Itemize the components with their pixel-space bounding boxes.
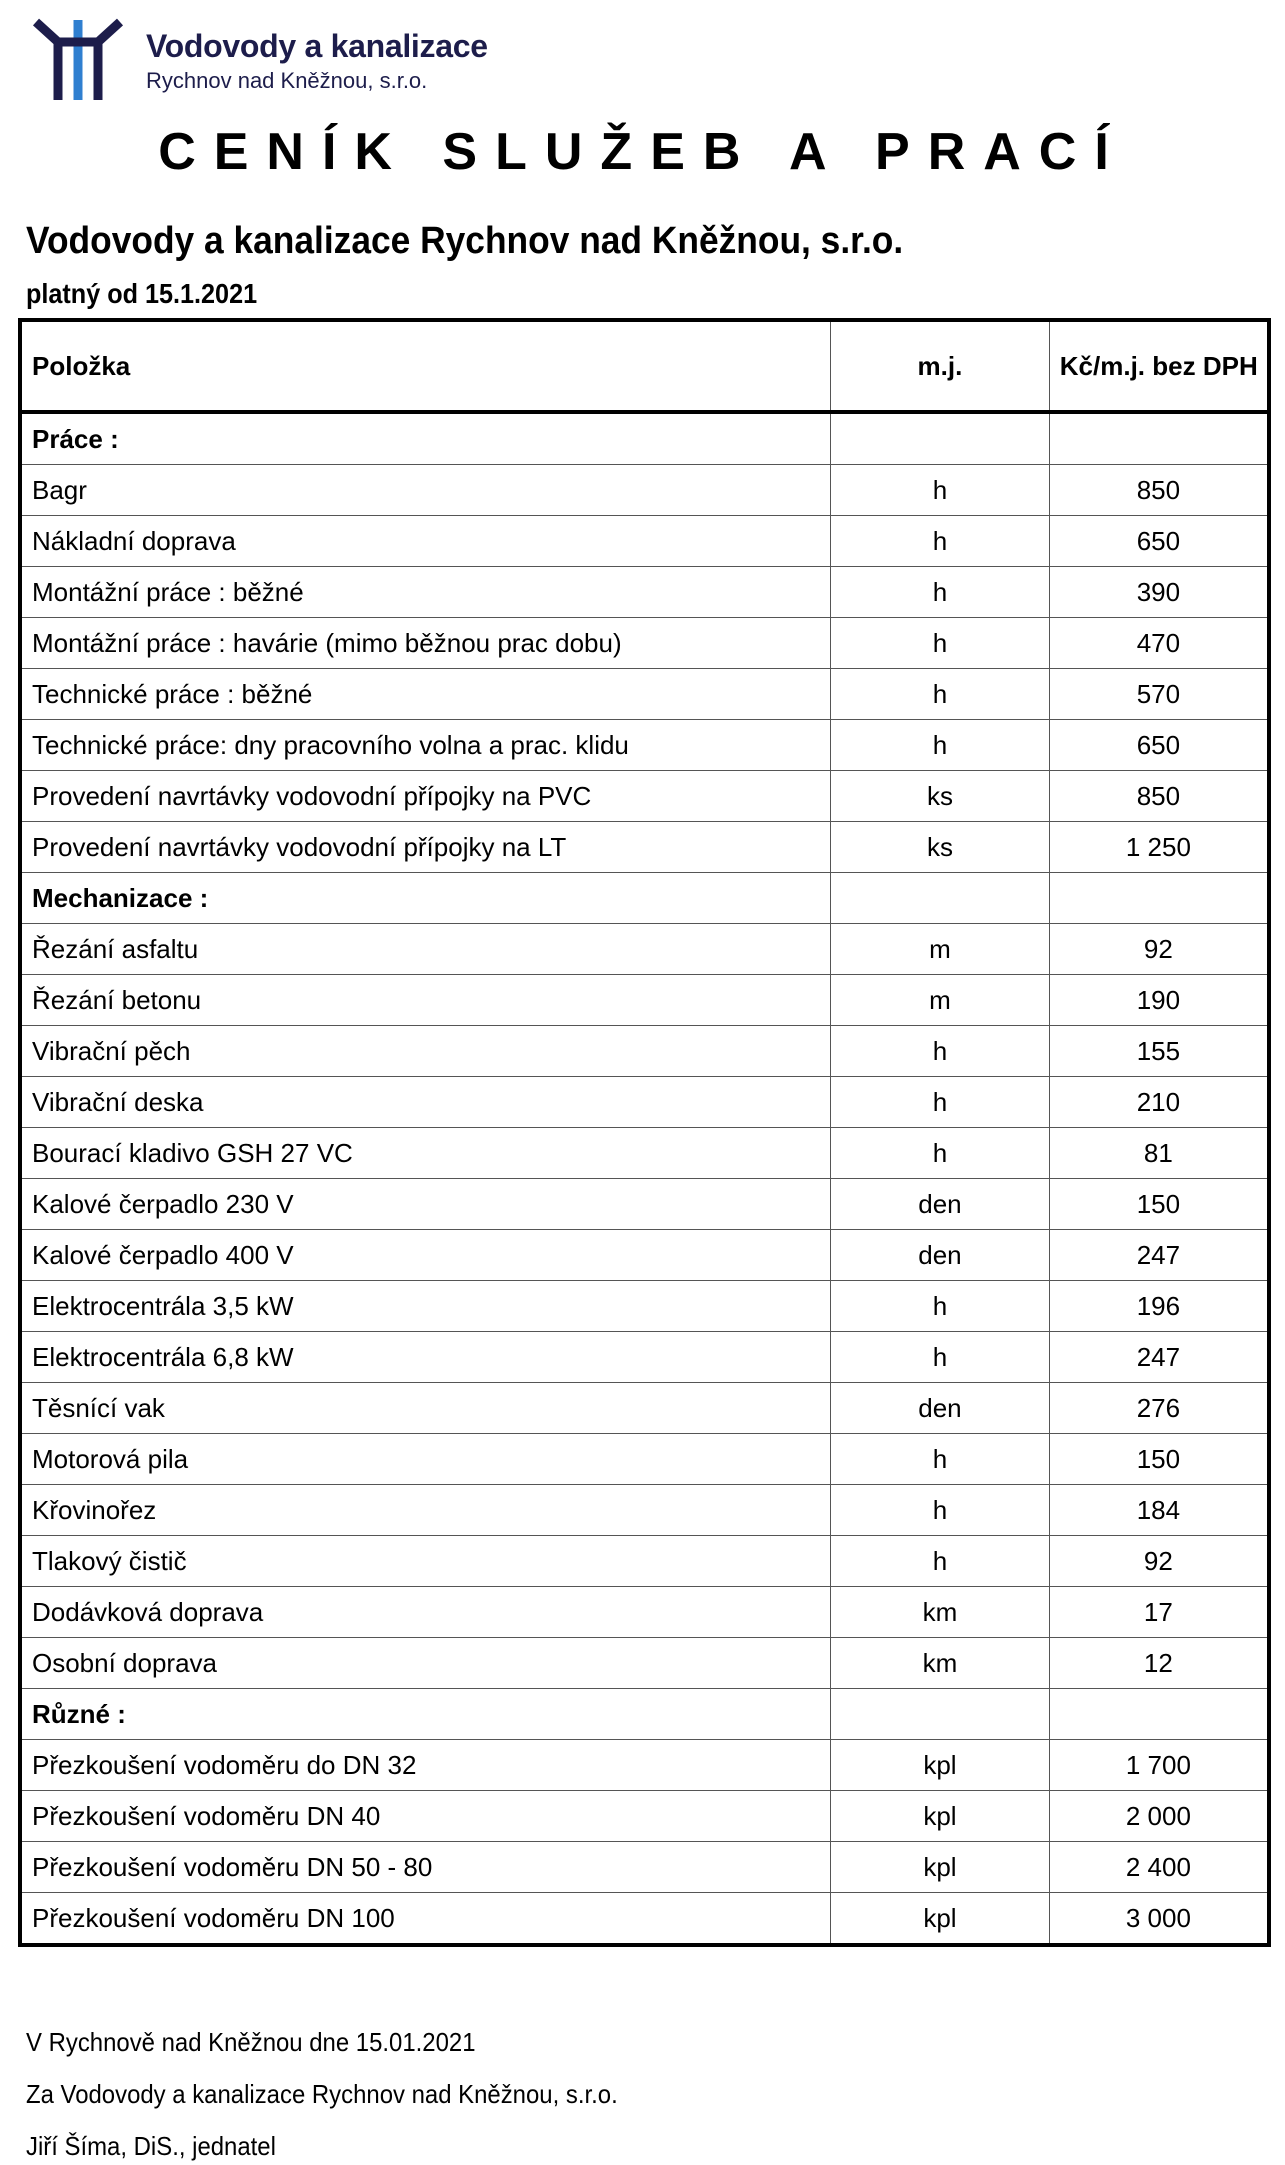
table-row (20, 567, 1269, 618)
cell-price (1049, 412, 1269, 465)
cell-unit: h (831, 567, 1050, 618)
cell-unit: den (831, 1383, 1050, 1434)
table-row (20, 975, 1269, 1026)
validity-date: platný od 15.1.2021 (26, 278, 258, 309)
cell-price (1049, 1689, 1269, 1740)
cell-item: Práce : (20, 412, 831, 465)
table-row (20, 1791, 1269, 1842)
cell-item: Technické práce : běžné (20, 669, 831, 720)
cell-item: Provedení navrtávky vodovodní přípojky na LT (20, 822, 831, 873)
cell-price: 17 (1049, 1587, 1269, 1638)
cell-price: 850 (1049, 465, 1269, 516)
table-row (20, 822, 1269, 873)
cell-price: 1 700 (1049, 1740, 1269, 1791)
cell-unit: kpl (831, 1791, 1050, 1842)
cell-item: Provedení navrtávky vodovodní přípojky na PVC (20, 771, 831, 822)
company-name: Vodovody a kanalizace Rychnov nad Kněžnou, s.r.o. (26, 220, 904, 262)
cell-price: 190 (1049, 975, 1269, 1026)
table-row (20, 618, 1269, 669)
table-row (20, 1332, 1269, 1383)
company-logo (28, 16, 508, 106)
table-row (20, 1128, 1269, 1179)
cell-price: 247 (1049, 1230, 1269, 1281)
cell-unit (831, 873, 1050, 924)
logo-pipes-icon (28, 16, 128, 102)
cell-unit: h (831, 1281, 1050, 1332)
table-header-row (20, 320, 1269, 412)
logo-name: Vodovody a kanalizace (146, 28, 488, 64)
cell-price: 196 (1049, 1281, 1269, 1332)
table-row (20, 669, 1269, 720)
section-row (20, 873, 1269, 924)
cell-price: 470 (1049, 618, 1269, 669)
cell-unit: kpl (831, 1893, 1050, 1946)
cell-price: 150 (1049, 1434, 1269, 1485)
cell-price: 92 (1049, 1536, 1269, 1587)
cell-item: Montážní práce : havárie (mimo běžnou prac dobu) (20, 618, 831, 669)
table-row (20, 1587, 1269, 1638)
cell-item: Nákladní doprava (20, 516, 831, 567)
cell-unit: den (831, 1179, 1050, 1230)
cell-price: 12 (1049, 1638, 1269, 1689)
table-row (20, 924, 1269, 975)
cell-price: 210 (1049, 1077, 1269, 1128)
cell-price: 155 (1049, 1026, 1269, 1077)
cell-price: 2 000 (1049, 1791, 1269, 1842)
table-row (20, 1893, 1269, 1946)
table-row (20, 465, 1269, 516)
footer-place-date: V Rychnově nad Kněžnou dne 15.01.2021 (26, 2027, 476, 2057)
header-unit: m.j. (831, 320, 1050, 412)
cell-price: 81 (1049, 1128, 1269, 1179)
cell-item: Přezkoušení vodoměru DN 50 - 80 (20, 1842, 831, 1893)
cell-unit: h (831, 1485, 1050, 1536)
cell-unit: h (831, 1077, 1050, 1128)
cell-item: Osobní doprava (20, 1638, 831, 1689)
header-price: Kč/m.j. bez DPH (1049, 320, 1269, 412)
cell-price: 184 (1049, 1485, 1269, 1536)
cell-price: 390 (1049, 567, 1269, 618)
cell-price: 850 (1049, 771, 1269, 822)
cell-item: Tlakový čistič (20, 1536, 831, 1587)
cell-item: Dodávková doprava (20, 1587, 831, 1638)
footer-on-behalf: Za Vodovody a kanalizace Rychnov nad Kněžnou, s.r.o. (26, 2079, 618, 2109)
cell-price: 276 (1049, 1383, 1269, 1434)
table-row (20, 1077, 1269, 1128)
cell-unit: h (831, 669, 1050, 720)
cell-item: Bagr (20, 465, 831, 516)
cell-item: Různé : (20, 1689, 831, 1740)
cell-item: Bourací kladivo GSH 27 VC (20, 1128, 831, 1179)
table-row (20, 1179, 1269, 1230)
cell-price: 150 (1049, 1179, 1269, 1230)
cell-item: Řezání betonu (20, 975, 831, 1026)
cell-item: Kalové čerpadlo 230 V (20, 1179, 831, 1230)
cell-unit: h (831, 618, 1050, 669)
cell-unit: kpl (831, 1842, 1050, 1893)
cell-unit (831, 412, 1050, 465)
section-row (20, 412, 1269, 465)
table-row (20, 1485, 1269, 1536)
cell-unit: h (831, 1128, 1050, 1179)
price-table (18, 318, 1271, 1947)
cell-price: 1 250 (1049, 822, 1269, 873)
cell-item: Motorová pila (20, 1434, 831, 1485)
cell-item: Těsnící vak (20, 1383, 831, 1434)
cell-item: Křovinořez (20, 1485, 831, 1536)
table-row (20, 516, 1269, 567)
table-row (20, 1740, 1269, 1791)
cell-item: Elektrocentrála 6,8 kW (20, 1332, 831, 1383)
cell-item: Technické práce: dny pracovního volna a prac. klidu (20, 720, 831, 771)
cell-price: 650 (1049, 720, 1269, 771)
cell-unit: ks (831, 771, 1050, 822)
table-row (20, 1383, 1269, 1434)
cell-unit (831, 1689, 1050, 1740)
cell-unit: kpl (831, 1740, 1050, 1791)
cell-unit: m (831, 975, 1050, 1026)
table-row (20, 1536, 1269, 1587)
cell-item: Elektrocentrála 3,5 kW (20, 1281, 831, 1332)
footer-signatory: Jiří Šíma, DiS., jednatel (26, 2131, 276, 2161)
cell-item: Přezkoušení vodoměru DN 100 (20, 1893, 831, 1946)
document-title: CENÍK SLUŽEB A PRACÍ (158, 123, 1127, 181)
cell-price: 650 (1049, 516, 1269, 567)
table-row (20, 720, 1269, 771)
cell-price (1049, 873, 1269, 924)
cell-item: Přezkoušení vodoměru DN 40 (20, 1791, 831, 1842)
cell-unit: h (831, 1434, 1050, 1485)
cell-price: 247 (1049, 1332, 1269, 1383)
table-row (20, 1842, 1269, 1893)
cell-price: 92 (1049, 924, 1269, 975)
cell-item: Přezkoušení vodoměru do DN 32 (20, 1740, 831, 1791)
cell-unit: ks (831, 822, 1050, 873)
cell-item: Mechanizace : (20, 873, 831, 924)
table-row (20, 1281, 1269, 1332)
cell-unit: km (831, 1587, 1050, 1638)
cell-unit: h (831, 1332, 1050, 1383)
cell-unit: h (831, 516, 1050, 567)
cell-unit: den (831, 1230, 1050, 1281)
cell-price: 3 000 (1049, 1893, 1269, 1946)
cell-unit: h (831, 1026, 1050, 1077)
cell-item: Řezání asfaltu (20, 924, 831, 975)
cell-unit: h (831, 465, 1050, 516)
table-row (20, 1434, 1269, 1485)
table-row (20, 1638, 1269, 1689)
table-row (20, 1026, 1269, 1077)
cell-unit: km (831, 1638, 1050, 1689)
cell-item: Montážní práce : běžné (20, 567, 831, 618)
cell-price: 570 (1049, 669, 1269, 720)
logo-subtitle: Rychnov nad Kněžnou, s.r.o. (146, 68, 428, 93)
cell-item: Vibrační pěch (20, 1026, 831, 1077)
header-item: Položka (20, 320, 831, 412)
cell-unit: m (831, 924, 1050, 975)
cell-item: Vibrační deska (20, 1077, 831, 1128)
cell-unit: h (831, 1536, 1050, 1587)
cell-item: Kalové čerpadlo 400 V (20, 1230, 831, 1281)
cell-price: 2 400 (1049, 1842, 1269, 1893)
cell-unit: h (831, 720, 1050, 771)
table-row (20, 771, 1269, 822)
table-row (20, 1230, 1269, 1281)
section-row (20, 1689, 1269, 1740)
